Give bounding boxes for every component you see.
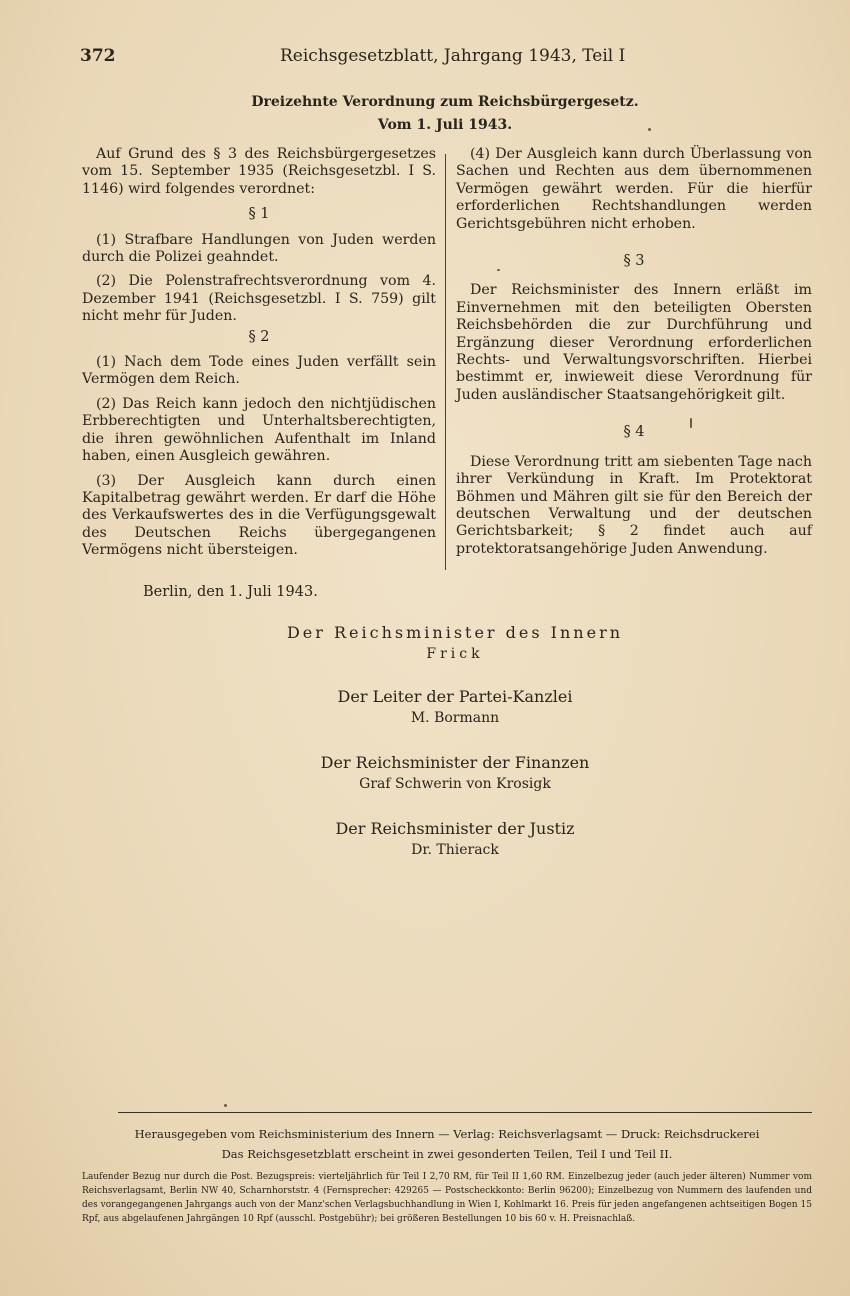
signature-office: Der Reichsminister des Innern xyxy=(286,623,624,642)
page-footer xyxy=(82,1124,812,1226)
section-1-paragraph-1: (1) Strafbare Handlungen von Juden werden durch die Polizei geahndet. xyxy=(82,231,436,266)
signature-finance xyxy=(0,752,850,794)
section-4-paragraph-1: Diese Verordnung tritt am siebenten Tage nach ihrer Verkündung in Kraft. Im Protektorat Böhmen und Mähren gilt sie für den Bereich der deutschen Verwaltung und der deutschen Gerichtsbarkeit; § 2 findet auch auf protektoratsangehörige Juden Anwendung. xyxy=(456,453,812,557)
decree-date-line: Vom 1. Juli 1943. xyxy=(377,117,513,133)
section-4-heading: § 4 xyxy=(623,424,645,441)
place-and-date: Berlin, den 1. Juli 1943. xyxy=(143,584,318,600)
signature-justice xyxy=(0,818,850,860)
section-3-heading: § 3 xyxy=(623,253,645,270)
page-number: 372 xyxy=(80,46,116,66)
running-title: Reichsgesetzblatt, Jahrgang 1943, Teil I xyxy=(280,46,626,66)
text-columns xyxy=(82,146,812,571)
section-2-paragraph-3: (3) Der Ausgleich kann durch einen Kapitalbetrag gewährt werden. Er darf die Höhe des Verkaufswertes des in die Verfügungsgewalt des Deutschen Reichs übergegangenen Vermögens nicht übersteigen. xyxy=(82,472,436,559)
right-column xyxy=(456,146,812,565)
signature-interior xyxy=(0,622,850,664)
footer-parts: Das Reichsgesetzblatt erscheint in zwei gesonderten Teilen, Teil I und Teil II. xyxy=(221,1147,673,1161)
paper-speck xyxy=(497,269,500,271)
paper-speck xyxy=(690,418,692,428)
signature-party-chancellery xyxy=(0,686,850,728)
signature-name: M. Bormann xyxy=(410,710,500,726)
section-2-paragraph-4: (4) Der Ausgleich kann durch Überlassung von Sachen und Rechten aus dem übernommenen Vermögen gewährt werden. Für die hierfür erforderlichen Rechtshandlungen werden Gerichtsgebühren nicht erhoben. xyxy=(456,146,812,232)
signature-name: Dr. Thierack xyxy=(411,842,499,858)
signature-office: Der Leiter der Partei-Kanzlei xyxy=(337,687,573,706)
footer-publisher: Herausgegeben vom Reichsministerium des Innern — Verlag: Reichsverlagsamt — Druck: Reichsdruckerei xyxy=(134,1127,760,1141)
section-3-paragraph-1: Der Reichsminister des Innern erläßt im Einvernehmen mit den beteiligten Obersten Reichsbehörden die zur Durchführung und Ergänzung dieser Verordnung erforderlichen Rechts- und Verwaltungsvorschriften. Hierbei bestimmt er, inwieweit diese Verordnung für Juden ausländischer Staatsangehörigkeit gilt. xyxy=(456,282,812,403)
signature-name: Graf Schwerin von Krosigk xyxy=(359,776,551,792)
section-1-heading: § 1 xyxy=(248,206,270,223)
decree-title: Dreizehnte Verordnung zum Reichsbürgergesetz. xyxy=(251,94,639,110)
page-header xyxy=(80,46,626,72)
section-2-paragraph-1: (1) Nach dem Tode eines Juden verfällt sein Vermögen dem Reich. xyxy=(82,354,436,388)
signature-office: Der Reichsminister der Justiz xyxy=(335,819,575,838)
section-2-paragraph-2: (2) Das Reich kann jedoch den nichtjüdischen Erbberechtigten und Unterhaltsberechtigten, die ihren gewöhnlichen Aufenthalt im Inland haben, einen Ausgleich gewähren. xyxy=(82,395,436,465)
signature-block xyxy=(0,622,850,884)
signature-name: Frick xyxy=(426,646,484,662)
footer-subscription: Laufender Bezug nur durch die Post. Bezugspreis: vierteljährlich für Teil I 2,70 RM, für Teil II 1,60 RM. Einzelbezug jeder (auch jeder älteren) Nummer vom Reichsverlagsamt, Berlin NW 40, Scharnhorststr. 4 (Fernsprecher: 429265 — Postscheckkonto: Berlin 96200); Einzelbezug von Nummern des laufenden und des vorangegangenen Jahrgangs auch von der Manz'schen Verlagsbuchhandlung in Wien I, Kohlmarkt 16. Preis für jeden angefangenen achtseitigen Bogen 15 Rpf, aus abgelaufenen Jahrgängen 10 Rpf (ausschl. Postgebühr); bei größeren Bestellungen 10 bis 60 v. H. Preisnachlaß. xyxy=(82,1172,812,1224)
footer-divider xyxy=(118,1112,812,1113)
decree-title-block xyxy=(0,90,850,136)
section-1-paragraph-2: (2) Die Polenstrafrechtsverordnung vom 4. Dezember 1941 (Reichsgesetzbl. I S. 759) gilt nicht mehr für Juden. xyxy=(82,273,436,325)
intro-paragraph: Auf Grund des § 3 des Reichsbürgergesetzes vom 15. September 1935 (Reichsgesetzbl. I S. 1146) wird folgendes verordnet: xyxy=(82,146,436,197)
left-column xyxy=(82,146,436,567)
paper-speck xyxy=(648,128,651,131)
signature-office: Der Reichsminister der Finanzen xyxy=(320,753,590,772)
paper-speck xyxy=(224,1104,227,1107)
column-divider xyxy=(445,154,446,570)
section-2-heading: § 2 xyxy=(248,328,270,345)
